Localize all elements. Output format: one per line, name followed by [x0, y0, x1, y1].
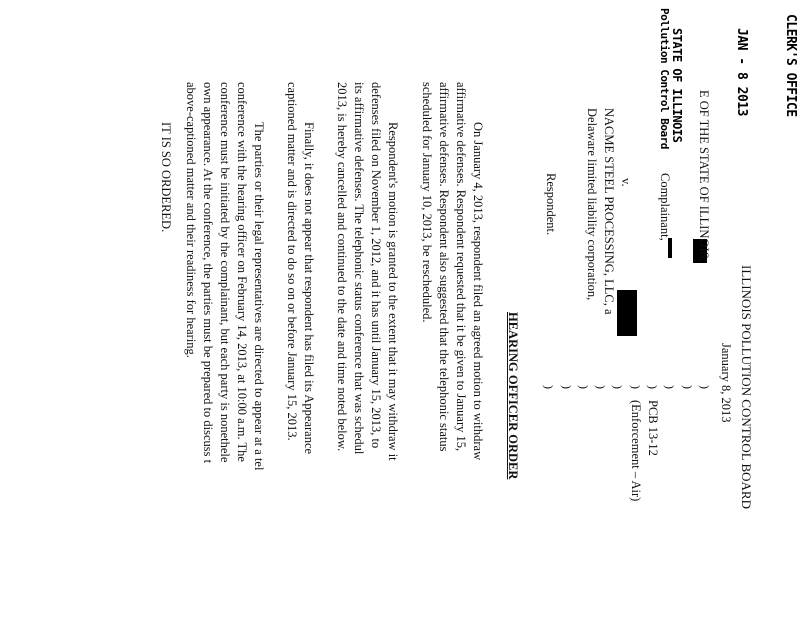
- stamp-office: CLERK'S OFFICE: [783, 14, 798, 117]
- paragraph-4-line: own appearance. At the conference, the parties must be prepared to discuss t: [201, 82, 215, 464]
- stamp-board: Pollution Control Board: [658, 8, 671, 149]
- paragraph-2-line: 2013, is hereby cancelled and continued to the date and time noted below.: [335, 82, 349, 452]
- caption-bracket: ): [681, 385, 695, 389]
- paragraph-1-line: scheduled for January 10, 2013, be rescheduled.: [420, 82, 434, 323]
- board-heading: ILLINOIS POLLUTION CONTROL BOARD: [739, 265, 754, 509]
- case-number: PCB 13-12: [646, 400, 660, 456]
- caption-respondent-desc: Delaware limited liability corporation,: [585, 108, 599, 301]
- order-date: January 8, 2013: [719, 343, 733, 423]
- caption-bracket: ): [663, 385, 677, 389]
- paragraph-1-line: On January 4, 2013, respondent filed an agreed motion to withdraw: [471, 122, 485, 461]
- caption-bracket: ): [698, 385, 712, 389]
- paragraph-4-line: above-captioned matter and their readiness for hearing.: [184, 82, 198, 358]
- paragraph-3-line: captioned matter and is directed to do so on or before January 15, 2013.: [285, 82, 299, 441]
- caption-bracket: ): [577, 385, 591, 389]
- paragraph-2-line: its affirmative defenses. The telephonic status conference that was schedul: [352, 82, 366, 455]
- caption-bracket: ): [560, 385, 574, 389]
- paragraph-2-line: defenses filed on November 1, 2012, and it has until January 15, 2013, to: [369, 82, 383, 449]
- stamp-state: STATE OF ILLINOIS: [670, 28, 684, 143]
- caption-bracket: ): [629, 385, 643, 389]
- stamp-date: JAN - 8 2013: [734, 28, 749, 116]
- signature-mark: [668, 238, 672, 258]
- order-title: HEARING OFFICER ORDER: [506, 312, 520, 480]
- stamp-mark: [617, 290, 637, 336]
- case-type: (Enforcement – Air): [629, 400, 643, 502]
- paragraph-4-line: conference must be initiated by the complainant, but each party is nonethele: [218, 82, 232, 463]
- caption-people: E OF THE STATE OF ILLINOIS,: [697, 90, 711, 262]
- paragraph-2-line: Respondent's motion is granted to the extent that it may withdraw it: [386, 122, 400, 461]
- paragraph-4-line: The parties or their legal representatives are directed to appear at a tel: [252, 122, 266, 471]
- paragraph-4-line: conference with the hearing officer on February 14, 2013, at 10:00 a.m. The: [235, 82, 249, 462]
- caption-complainant: Complainant,: [658, 173, 672, 241]
- caption-v: v.: [619, 178, 633, 187]
- caption-respondent: Respondent.: [544, 173, 558, 236]
- caption-respondent-name: NACME STEEL PROCESSING, LLC, a: [602, 108, 616, 315]
- paragraph-1-line: affirmative defenses. Respondent requested that it be given to January 15,: [454, 82, 468, 452]
- paragraph-3-line: Finally, it does not appear that respondent has filed its Appearance: [302, 122, 316, 455]
- paragraph-1-line: affirmative defenses. Respondent also suggested that the telephonic status: [437, 82, 451, 452]
- caption-bracket: ): [611, 385, 625, 389]
- caption-bracket: ): [646, 385, 660, 389]
- closing-statement: IT IS SO ORDERED.: [159, 122, 173, 233]
- caption-bracket: ): [542, 385, 556, 389]
- caption-bracket: ): [594, 385, 608, 389]
